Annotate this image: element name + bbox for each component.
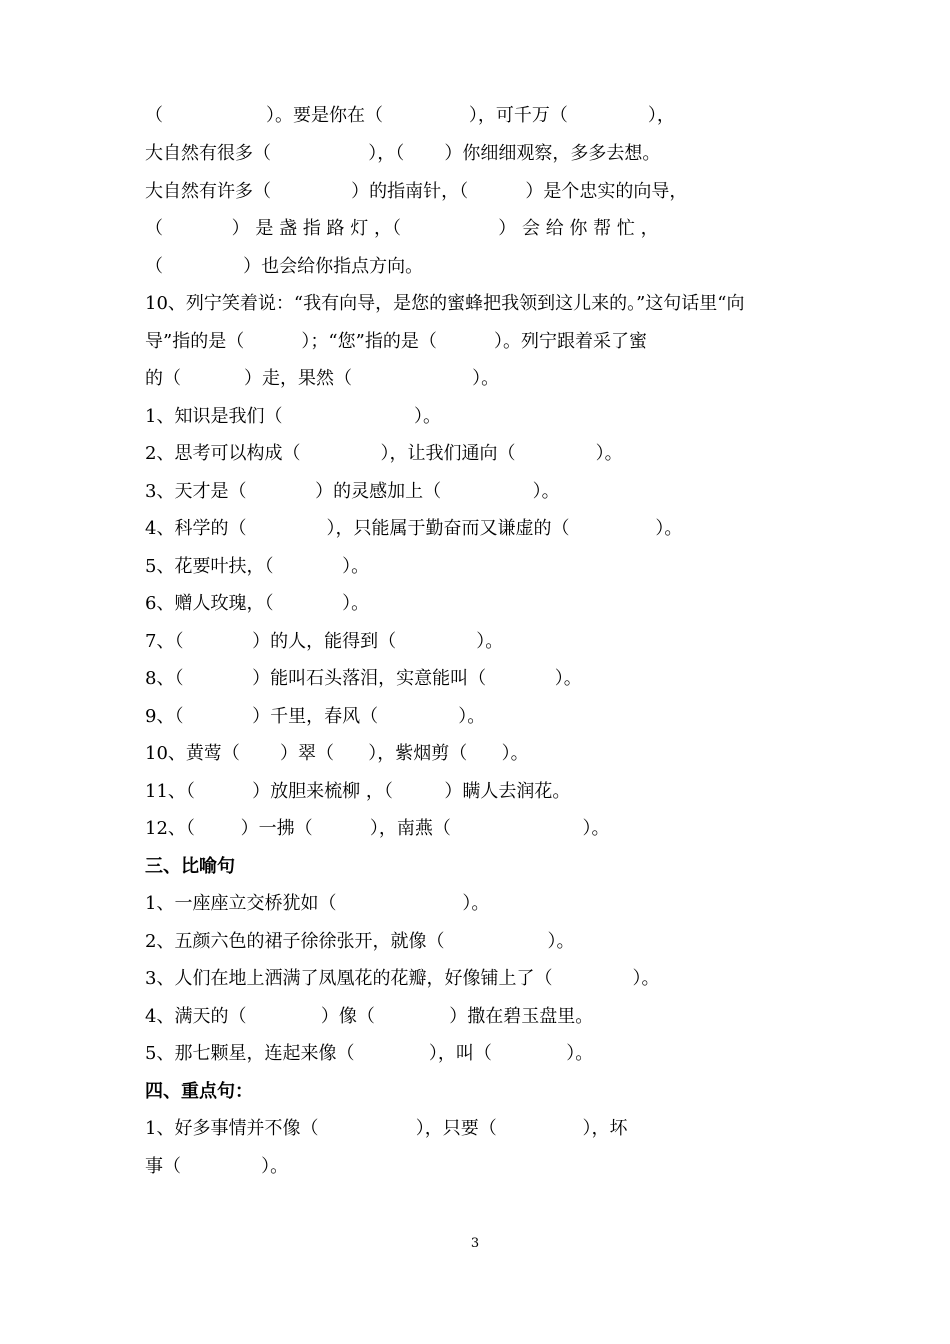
text-line: （ ） 是 盏 指 路 灯 ，（ ） 会 给 你 帮 忙 ，: [145, 218, 659, 239]
text-line: （ ）也会给你指点方向。: [145, 256, 424, 277]
text-line: 2、五颜六色的裙子徐徐张开，就像（ ）。: [145, 931, 575, 952]
text-line: 6、赠人玫瑰，（ ）。: [145, 593, 370, 614]
text-line: 事（ ）。: [145, 1156, 289, 1177]
text-line: （ ）。要是你在（ ），可千万（ ），: [145, 105, 675, 126]
text-line: 4、满天的（ ）像（ ）撒在碧玉盘里。: [145, 1006, 594, 1027]
text-line: 5、花要叶扶，（ ）。: [145, 556, 370, 577]
text-line: 8、（ ）能叫石头落泪，实意能叫（ ）。: [145, 668, 582, 689]
section-heading: 四、重点句：: [145, 1081, 253, 1102]
text-line: 9、（ ）千里，春风（ ）。: [145, 706, 486, 727]
text-line: 12、（ ）一拂（ ），南燕（ ）。: [145, 818, 610, 839]
text-line: 1、一座座立交桥犹如（ ）。: [145, 893, 490, 914]
text-line: 11、（ ）放胆来梳柳 ，（ ）瞒人去润花。: [145, 781, 571, 802]
text-line: 大自然有很多（ ），（ ）你细细观察，多多去想。: [145, 143, 661, 164]
text-line: 1、知识是我们（ ）。: [145, 406, 442, 427]
text-line: 5、那七颗星，连起来像（ ），叫（ ）。: [145, 1043, 594, 1064]
text-line: 1、好多事情并不像（ ），只要（ ），坏: [145, 1118, 628, 1139]
text-line: 大自然有许多（ ）的指南针，（ ）是个忠实的向导，: [145, 181, 688, 202]
text-line: 7、（ ）的人，能得到（ ）。: [145, 631, 504, 652]
text-line: 3、人们在地上洒满了凤凰花的花瓣，好像铺上了（ ）。: [145, 968, 660, 989]
text-line: 的（ ）走，果然（ ）。: [145, 368, 500, 389]
text-line: 2、思考可以构成（ ），让我们通向（ ）。: [145, 443, 623, 464]
text-line: 10、黄莺（ ）翠（ ），紫烟剪（ ）。: [145, 743, 529, 764]
text-line: 10、列宁笑着说：“我有向导，是您的蜜蜂把我领到这儿来的。”这句话里“向: [145, 293, 745, 314]
page-number: 3: [470, 1236, 480, 1251]
text-line: 导”指的是（ ）；“您”指的是（ ）。列宁跟着采了蜜: [145, 331, 648, 352]
text-line: 4、科学的（ ），只能属于勤奋而又谦虚的（ ）。: [145, 518, 683, 539]
section-heading: 三、比喻句: [145, 856, 235, 877]
text-line: 3、天才是（ ）的灵感加上（ ）。: [145, 481, 560, 502]
